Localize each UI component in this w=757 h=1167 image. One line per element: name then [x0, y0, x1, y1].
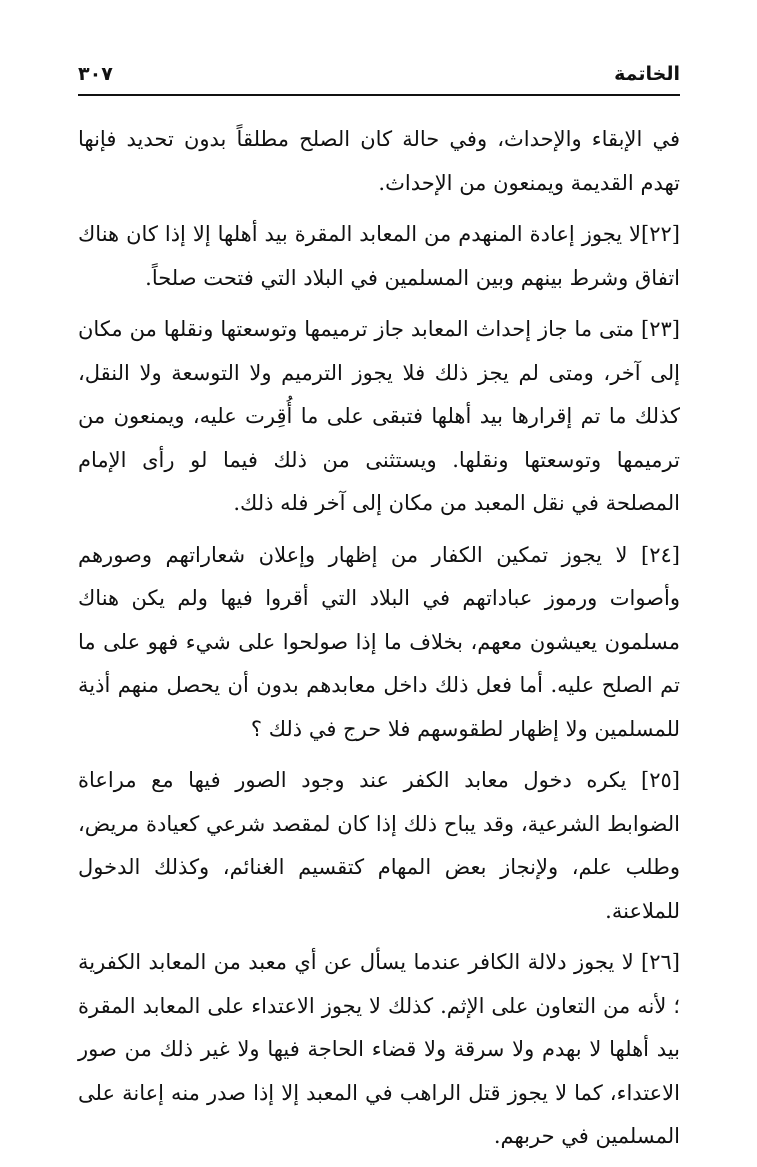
paragraph-continuation: في الإبقاء والإحداث، وفي حالة كان الصلح مطلقاً بدون تحديد فإنها تهدم القديمة ويمنعون من الإحداث.	[78, 127, 680, 195]
running-header	[78, 56, 680, 92]
paragraph-item-24: [٢٤] لا يجوز تمكين الكفار من إظهار وإعلان شعاراتهم وصورهم وأصوات ورموز عباداتهم في البلاد التي أقروا فيها ولم يكن هناك مسلمون يعيشون معهم، بخلاف ما إذا صولحوا على شيء فهو على ما تم الصلح عليه. أما فعل ذلك داخل معابدهم بدون أن يحصل منهم أذية للمسلمين ولا إظهار لطقوسهم فلا حرج في ذلك ؟	[78, 542, 680, 741]
paragraph-item-22: [٢٢]لا يجوز إعادة المنهدم من المعابد المقرة بيد أهلها إلا إذا كان هناك اتفاق وشرط بينهم وبين المسلمين في البلاد التي فتحت صلحاً.	[78, 222, 680, 290]
header-rule	[78, 94, 680, 96]
page-number: ٣٠٧	[78, 63, 113, 85]
paragraph-item-23: [٢٣] متى ما جاز إحداث المعابد جاز ترميمها وتوسعتها ونقلها من مكان إلى آخر، ومتى لم يجز ذلك فلا يجوز الترميم ولا التوسعة ولا النقل، كذلك ما تم إقرارها بيد أهلها فتبقى على ما أُقِرت عليه، ويمنعون من ترميمها وتوسعتها ونقلها. ويستثنى من ذلك فيما لو رأى الإمام المصلحة في نقل المعبد من مكان إلى آخر فله ذلك.	[78, 317, 680, 515]
paragraph-item-25: [٢٥] يكره دخول معابد الكفر عند وجود الصور فيها مع مراعاة الضوابط الشرعية، وقد يباح ذلك إذا كان لمقصد شرعي كعيادة مريض، وطلب علم، ولإنجاز بعض المهام كتقسيم الغنائم، وكذلك الدخول للملاعنة.	[78, 768, 680, 923]
chapter-title: الخاتمة	[614, 63, 680, 85]
body-text	[78, 118, 680, 1167]
paragraph-item-26: [٢٦] لا يجوز دلالة الكافر عندما يسأل عن أي معبد من المعابد الكفرية ؛ لأنه من التعاون على الإثم. كذلك لا يجوز الاعتداء على المعابد المقرة بيد أهلها لا بهدم ولا سرقة ولا قضاء الحاجة فيها ولا غير ذلك من صور الاعتداء، كما لا يجوز قتل الراهب في المعبد إلا إذا صدر منه إعانة على المسلمين في حربهم.	[78, 950, 680, 1148]
